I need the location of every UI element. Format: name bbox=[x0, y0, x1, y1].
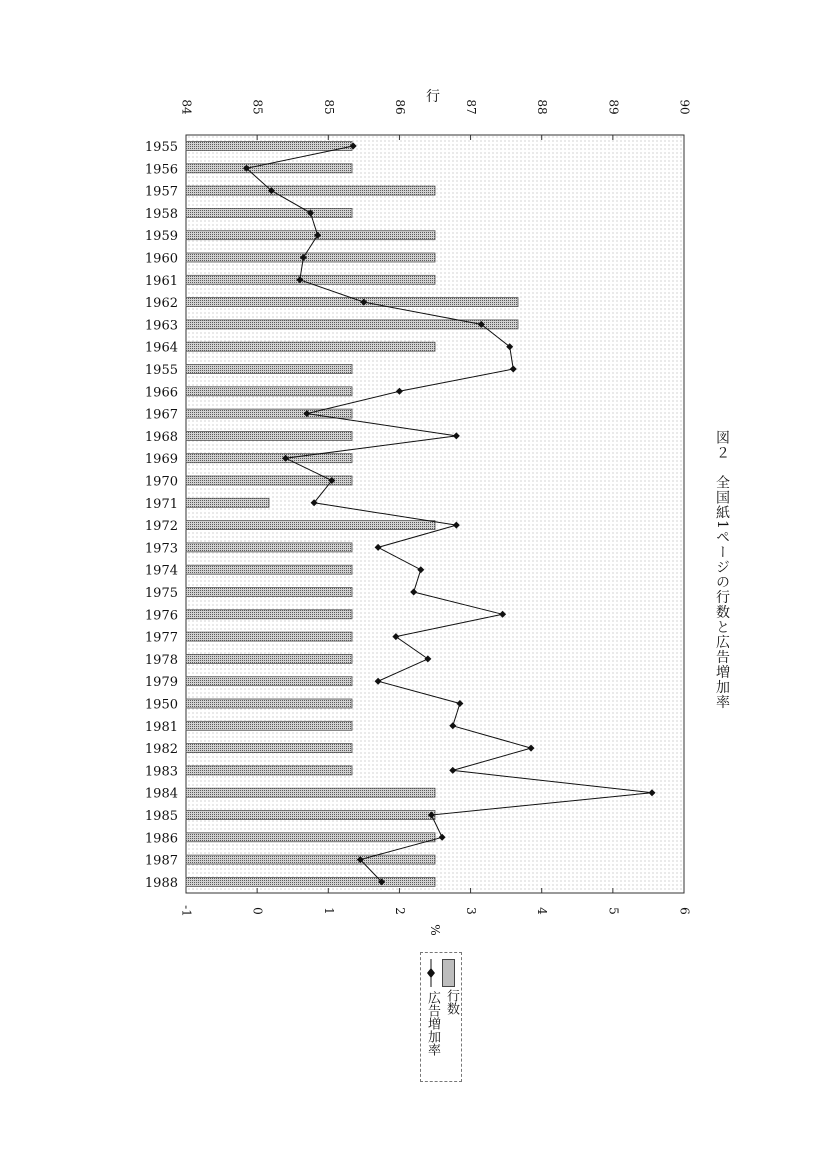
top-tick-label: 85 bbox=[250, 99, 265, 115]
category-label: 1973 bbox=[144, 541, 178, 557]
category-label: 1970 bbox=[144, 474, 178, 490]
category-label: 1958 bbox=[144, 206, 178, 222]
bar bbox=[186, 766, 352, 775]
category-label: 1976 bbox=[144, 608, 178, 624]
bar bbox=[186, 253, 435, 262]
bar bbox=[186, 387, 352, 396]
bar bbox=[186, 610, 352, 619]
bottom-tick-label: 6 bbox=[677, 907, 692, 915]
category-label: 1957 bbox=[144, 184, 178, 200]
bar bbox=[186, 164, 352, 173]
category-label: 1977 bbox=[144, 630, 178, 646]
category-label: 1963 bbox=[144, 318, 178, 334]
bottom-tick-label: 2 bbox=[392, 907, 407, 915]
category-label: 1984 bbox=[144, 786, 178, 802]
bar bbox=[186, 632, 352, 641]
category-label: 1971 bbox=[144, 496, 178, 512]
bottom-tick-label: 4 bbox=[535, 907, 550, 915]
bar bbox=[186, 699, 352, 708]
top-tick-label: 86 bbox=[392, 99, 407, 115]
bottom-tick-label: 3 bbox=[464, 907, 479, 915]
legend-bar-item bbox=[442, 959, 459, 1015]
category-label: 1967 bbox=[144, 407, 178, 423]
top-axis-label: 行 bbox=[426, 89, 440, 105]
bar bbox=[186, 677, 352, 686]
category-label: 1975 bbox=[144, 586, 178, 601]
bar bbox=[186, 744, 352, 753]
category-label: 1955 bbox=[144, 140, 178, 155]
chart-title: 図２ 全国紙1ページの行数と広告増加率 bbox=[714, 430, 730, 710]
bar bbox=[186, 320, 518, 329]
bar bbox=[186, 521, 435, 530]
category-label: 1955 bbox=[144, 363, 178, 378]
category-label: 1981 bbox=[144, 719, 178, 735]
category-label: 1974 bbox=[144, 563, 178, 579]
category-label: 1969 bbox=[144, 452, 178, 468]
bar bbox=[186, 231, 435, 240]
legend-bar-swatch bbox=[442, 959, 455, 987]
category-label: 1964 bbox=[144, 340, 178, 356]
bar bbox=[186, 877, 435, 886]
category-label: 1966 bbox=[144, 385, 178, 401]
bar bbox=[186, 588, 352, 597]
legend-line-label: 広告増加率 bbox=[425, 991, 440, 1056]
bar bbox=[186, 721, 352, 730]
bar bbox=[186, 275, 435, 284]
bar bbox=[186, 365, 352, 374]
category-label: 1978 bbox=[144, 652, 178, 668]
legend-line-swatch bbox=[423, 959, 439, 987]
bar bbox=[186, 431, 352, 440]
category-label: 1950 bbox=[144, 697, 178, 713]
top-tick-label: 89 bbox=[606, 99, 621, 115]
category-labels bbox=[145, 140, 178, 891]
bar bbox=[186, 454, 352, 463]
category-label: 1968 bbox=[144, 429, 178, 445]
top-tick-label: 88 bbox=[535, 99, 550, 115]
category-label: 1983 bbox=[144, 764, 178, 780]
bottom-tick-label: 1 bbox=[321, 907, 336, 915]
bar bbox=[186, 298, 518, 307]
bottom-axis-label: % bbox=[428, 924, 442, 936]
top-axis bbox=[180, 99, 692, 140]
bar bbox=[186, 142, 352, 151]
bar bbox=[186, 186, 435, 195]
category-label: 1979 bbox=[144, 675, 178, 691]
category-label: 1986 bbox=[144, 831, 178, 847]
bar bbox=[186, 565, 352, 574]
bar bbox=[186, 654, 352, 663]
legend bbox=[420, 952, 462, 1082]
bar bbox=[186, 855, 435, 864]
plot-area bbox=[186, 135, 684, 893]
category-label: 1961 bbox=[144, 273, 178, 289]
bar bbox=[186, 788, 435, 797]
legend-bar-label: 行数 bbox=[444, 989, 459, 1015]
bar bbox=[186, 833, 435, 842]
bar bbox=[186, 208, 352, 217]
category-label: 1988 bbox=[144, 875, 178, 891]
bottom-tick-label: -1 bbox=[179, 905, 194, 917]
category-label: 1972 bbox=[144, 519, 178, 535]
bar bbox=[186, 498, 269, 507]
category-label: 1962 bbox=[144, 296, 178, 312]
top-tick-label: 85 bbox=[321, 99, 336, 115]
category-label: 1985 bbox=[144, 809, 178, 824]
top-tick-label: 84 bbox=[179, 99, 194, 115]
bottom-tick-label: 0 bbox=[250, 907, 265, 915]
bar bbox=[186, 811, 435, 820]
bar bbox=[186, 342, 435, 351]
legend-line-item bbox=[423, 959, 439, 1056]
top-tick-label: 90 bbox=[677, 99, 692, 115]
category-label: 1960 bbox=[144, 251, 178, 267]
bar bbox=[186, 476, 352, 485]
bar bbox=[186, 543, 352, 552]
bottom-tick-label: 5 bbox=[606, 907, 621, 915]
category-label: 1959 bbox=[144, 229, 178, 245]
category-label: 1987 bbox=[144, 853, 178, 869]
category-label: 1956 bbox=[144, 162, 178, 178]
category-label: 1982 bbox=[144, 742, 178, 758]
top-tick-label: 87 bbox=[464, 99, 479, 115]
